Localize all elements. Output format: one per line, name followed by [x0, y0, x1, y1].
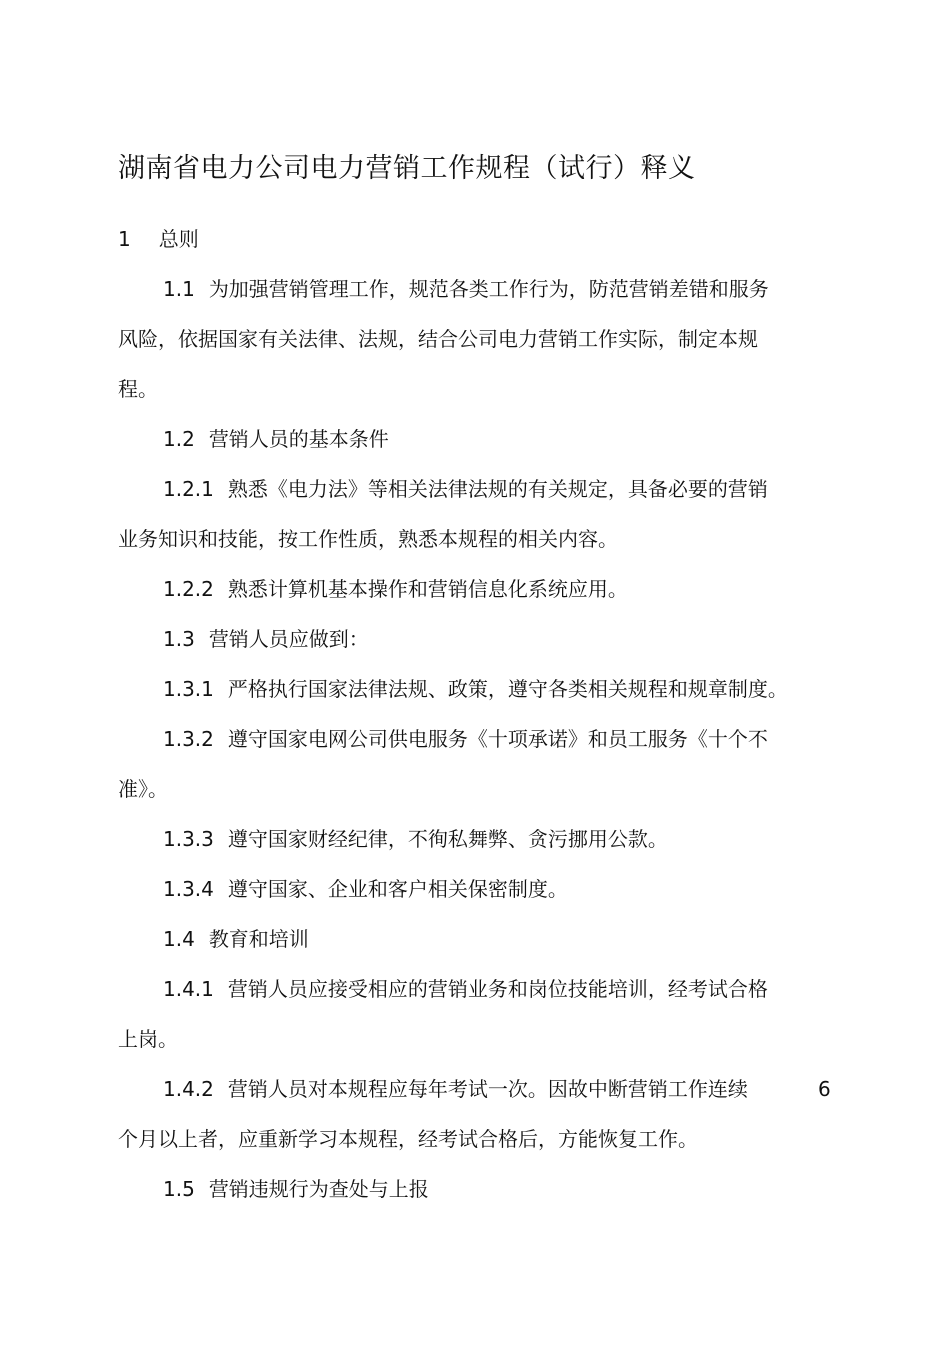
clause-text: 熟悉计算机基本操作和营销信息化系统应用。	[227, 577, 628, 601]
section-text: 总则	[158, 227, 199, 251]
clause-text: 营销人员应做到：	[208, 627, 369, 651]
clause-text: 遵守国家财经纪律，不徇私舞弊、贪污挪用公款。	[227, 827, 668, 851]
clause-text: 营销人员对本规程应每年考试一次。因故中断营销工作连续	[227, 1077, 748, 1101]
clause-number: 1.4.2	[163, 1077, 214, 1101]
clause-side-number: 6	[818, 1077, 831, 1101]
clause-number: 1.3.2	[163, 727, 214, 751]
clause-paragraph	[163, 575, 628, 603]
clause-paragraph	[163, 1175, 429, 1203]
clause-number: 1.1	[163, 277, 195, 301]
clause-text: 营销人员应接受相应的营销业务和岗位技能培训，经考试合格	[227, 977, 768, 1001]
clause-number: 1.4.1	[163, 977, 214, 1001]
clause-number: 1.2.2	[163, 577, 214, 601]
clause-paragraph	[163, 475, 768, 503]
section-heading	[118, 225, 199, 253]
clause-continuation: 个月以上者，应重新学习本规程，经考试合格后，方能恢复工作。	[118, 1127, 698, 1151]
clause-continuation: 上岗。	[118, 1027, 178, 1051]
section-number: 1	[118, 227, 131, 251]
clause-number: 1.4	[163, 927, 195, 951]
clause-paragraph	[163, 825, 668, 853]
clause-number: 1.2.1	[163, 477, 214, 501]
clause-paragraph	[163, 625, 369, 653]
clause-paragraph	[163, 725, 768, 753]
clause-paragraph	[163, 425, 389, 453]
clause-text: 熟悉《电力法》等相关法律法规的有关规定，具备必要的营销	[227, 477, 768, 501]
clause-number: 1.5	[163, 1177, 195, 1201]
clause-paragraph	[163, 675, 788, 703]
clause-text: 遵守国家、企业和客户相关保密制度。	[227, 877, 568, 901]
document-title: 湖南省电力公司电力营销工作规程（试行）释义	[118, 153, 696, 184]
clause-paragraph	[163, 1075, 748, 1103]
clause-continuation: 风险，依据国家有关法律、法规，结合公司电力营销工作实际，制定本规	[118, 327, 758, 351]
clause-number: 1.3.4	[163, 877, 214, 901]
clause-paragraph	[163, 275, 769, 303]
clause-paragraph	[163, 875, 568, 903]
clause-text: 遵守国家电网公司供电服务《十项承诺》和员工服务《十个不	[227, 727, 768, 751]
clause-text: 严格执行国家法律法规、政策，遵守各类相关规程和规章制度。	[227, 677, 788, 701]
clause-continuation: 准》。	[118, 777, 168, 801]
clause-number: 1.3	[163, 627, 195, 651]
clause-text: 为加强营销管理工作，规范各类工作行为，防范营销差错和服务	[208, 277, 769, 301]
clause-text: 营销人员的基本条件	[208, 427, 389, 451]
clause-continuation: 程。	[118, 377, 158, 401]
clause-number: 1.3.1	[163, 677, 214, 701]
clause-text: 营销违规行为查处与上报	[208, 1177, 429, 1201]
clause-continuation: 业务知识和技能，按工作性质，熟悉本规程的相关内容。	[118, 527, 618, 551]
clause-paragraph	[163, 975, 768, 1003]
clause-number: 1.3.3	[163, 827, 214, 851]
clause-number: 1.2	[163, 427, 195, 451]
clause-text: 教育和培训	[208, 927, 309, 951]
clause-paragraph	[163, 925, 309, 953]
